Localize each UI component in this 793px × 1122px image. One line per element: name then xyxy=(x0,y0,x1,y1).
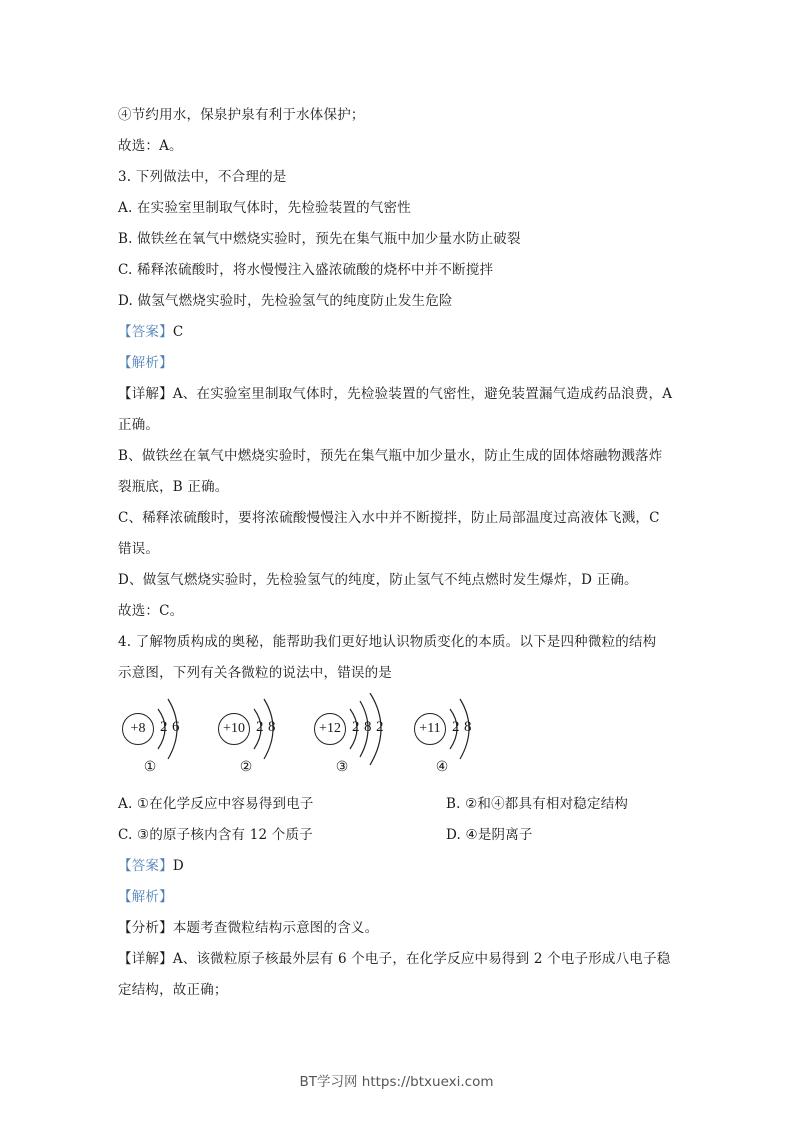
previous-choice: 故选：A。 xyxy=(118,138,183,154)
particle-diagram-2 xyxy=(216,693,326,789)
q4-option-d: D. ④是阴离子 xyxy=(446,827,533,843)
q3-choice: 故选：C。 xyxy=(118,603,184,619)
nucleus: +12 xyxy=(314,713,346,745)
particle-label: ④ xyxy=(435,759,449,775)
electron-shell-arcs-icon xyxy=(312,693,422,789)
q4-stem-line: 4. 了解物质构成的奥秘，能帮助我们更好地认识物质变化的本质。以下是四种微粒的结构 xyxy=(118,634,657,650)
q3-option-d: D. 做氢气燃烧实验时，先检验氢气的纯度防止发生危险 xyxy=(118,293,453,309)
q3-detail-line: 正确。 xyxy=(118,417,160,433)
particle-diagram-4 xyxy=(412,693,522,789)
shell-electrons: 8 xyxy=(268,719,276,735)
particle-label: ① xyxy=(143,759,157,775)
q3-detail-line: 裂瓶底，B 正确。 xyxy=(118,479,229,495)
q3-option-b: B. 做铁丝在氧气中燃烧实验时，预先在集气瓶中加少量水防止破裂 xyxy=(118,231,521,247)
analysis-tag: 【解析】 xyxy=(118,355,173,371)
q3-detail-line: C、稀释浓硫酸时，要将浓硫酸慢慢注入水中并不断搅拌，防止局部温度过高液体飞溅，C xyxy=(118,510,660,526)
q4-fenxi xyxy=(118,913,683,944)
q4-option-b: B. ②和④都具有相对稳定结构 xyxy=(446,796,629,812)
q4-stem-line: 示意图，下列有关各微粒的说法中，错误的是 xyxy=(118,665,392,681)
q3-option-a: A. 在实验室里制取气体时，先检验装置的气密性 xyxy=(118,200,411,216)
particle-label: ③ xyxy=(335,759,349,775)
shell-electrons: 2 xyxy=(452,719,460,735)
q4-answer xyxy=(118,851,683,882)
detail-text: A、在实验室里制取气体时，先检验装置的气密性，避免装置漏气造成药品浪费，A xyxy=(172,386,673,402)
q4-option-a: A. ①在化学反应中容易得到电子 xyxy=(118,796,314,812)
particle-structure-diagrams xyxy=(118,693,683,789)
answer-value: D xyxy=(172,858,184,874)
nucleus: +10 xyxy=(218,713,250,745)
q3-option-c: C. 稀释浓硫酸时，将水慢慢注入盛浓硫酸的烧杯中并不断搅拌 xyxy=(118,262,494,278)
electron-shell-arcs-icon xyxy=(412,693,522,789)
answer-value: C xyxy=(172,324,184,340)
footer-watermark: BT学习网 https://btxuexi.com xyxy=(299,1074,494,1090)
detail-tag: 【详解】 xyxy=(118,386,173,402)
fenxi-text: 本题考查微粒结构示意图的含义。 xyxy=(172,920,379,936)
particle-diagram-3 xyxy=(312,693,422,789)
shell-electrons: 2 xyxy=(160,719,168,735)
detail-tag: 【详解】 xyxy=(118,951,173,967)
q3-stem: 3. 下列做法中，不合理的是 xyxy=(118,169,287,185)
q4-detail-line: 定结构，故正确； xyxy=(118,982,228,998)
shell-electrons: 8 xyxy=(364,719,372,735)
q4-detail-line xyxy=(118,944,683,975)
nucleus: +11 xyxy=(414,713,446,745)
particle-label: ② xyxy=(239,759,253,775)
particle-diagram-1 xyxy=(120,693,230,789)
detail-text: A、该微粒原子核最外层有 6 个电子，在化学反应中易得到 2 个电子形成八电子稳 xyxy=(172,951,671,967)
shell-electrons: 2 xyxy=(376,719,384,735)
analysis-tag: 【解析】 xyxy=(118,889,173,905)
q3-detail-line xyxy=(118,379,683,410)
electron-shell-arcs-icon xyxy=(120,693,230,789)
q4-options-row-2 xyxy=(118,820,683,851)
nucleus: +8 xyxy=(122,713,154,745)
shell-electrons: 2 xyxy=(256,719,264,735)
q3-detail-line: D、做氢气燃烧实验时，先检验氢气的纯度，防止氢气不纯点燃时发生爆炸，D 正确。 xyxy=(118,572,638,588)
answer-tag: 【答案】 xyxy=(118,858,173,874)
shell-electrons: 2 xyxy=(352,719,360,735)
q3-answer xyxy=(118,317,683,348)
answer-tag: 【答案】 xyxy=(118,324,173,340)
fenxi-tag: 【分析】 xyxy=(118,920,173,936)
q4-options-row-1 xyxy=(118,789,683,820)
q3-analysis xyxy=(118,348,683,379)
previous-item-4: ④节约用水，保泉护泉有利于水体保护； xyxy=(118,107,365,123)
q4-analysis xyxy=(118,882,683,913)
q3-detail-line: 错误。 xyxy=(118,541,160,557)
electron-shell-arcs-icon xyxy=(216,693,326,789)
q3-detail-line: B、做铁丝在氧气中燃烧实验时，预先在集气瓶中加少量水，防止生成的固体熔融物溅落炸 xyxy=(118,448,663,464)
q4-option-c: C. ③的原子核内含有 12 个质子 xyxy=(118,827,313,843)
shell-electrons: 6 xyxy=(172,719,180,735)
document-page xyxy=(118,100,683,1006)
shell-electrons: 8 xyxy=(464,719,472,735)
